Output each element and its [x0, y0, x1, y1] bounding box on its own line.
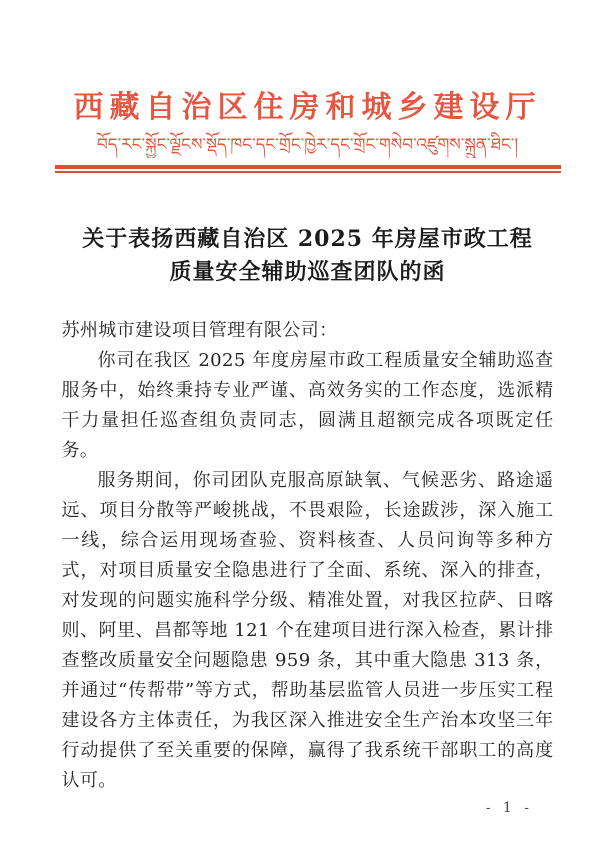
page-number: - 1 - [485, 800, 533, 816]
org-name-tibetan: བོད་རང་སྐྱོང་ལྗོངས་སྡོད་ཁང་དང་གྲོང་ཁྱེར་དང་གྲོང་གསེབ་འཛུགས་སྐྲུན་ཐིང་། [96, 135, 519, 155]
document-body [62, 316, 554, 796]
body-paragraph: 服务期间，你司团队克服高原缺氧、气候恶劣、路途遥远、项目分散等严峻挑战，不畏艰险，长途跋涉，深入施工一线，综合运用现场查验、资料核查、人员问询等多种方式，对项目质量安全隐患进行了全面、系统、深入的排查，对发现的问题实施科学分级、精准处置，对我区拉萨、日喀则、阿里、昌都等地 121 个在建项目进行深入检查，累计排查整改质量安全问题隐患 959 条，其中重大隐患 313 条，并通过“传帮带”等方式，帮助基层监管人员进一步压实工程建设各方主体责任，为我区深入推进安全生产治本攻坚三年行动提供了至关重要的保障，赢得了我系统干部职工的高度认可。 [61, 470, 554, 791]
salutation: 苏州城市建设项目管理有限公司： [61, 320, 338, 341]
body-paragraph: 你司在我区 2025 年度房屋市政工程质量安全辅助巡查服务中，始终秉持专业严谨、高效务实的工作态度，选派精干力量担任巡查组负责同志，圆满且超额完成各项既定任务。 [61, 350, 554, 461]
document-title-line2: 质量安全辅助巡查团队的函 [169, 259, 446, 285]
org-name-chinese: 西藏自治区住房和城乡建设厅 [73, 90, 542, 125]
letterhead-double-rule [55, 165, 561, 173]
document-title-line1: 关于表扬西藏自治区 2025 年房屋市政工程 [82, 226, 533, 252]
letterhead [0, 0, 615, 173]
document-title [0, 223, 615, 289]
